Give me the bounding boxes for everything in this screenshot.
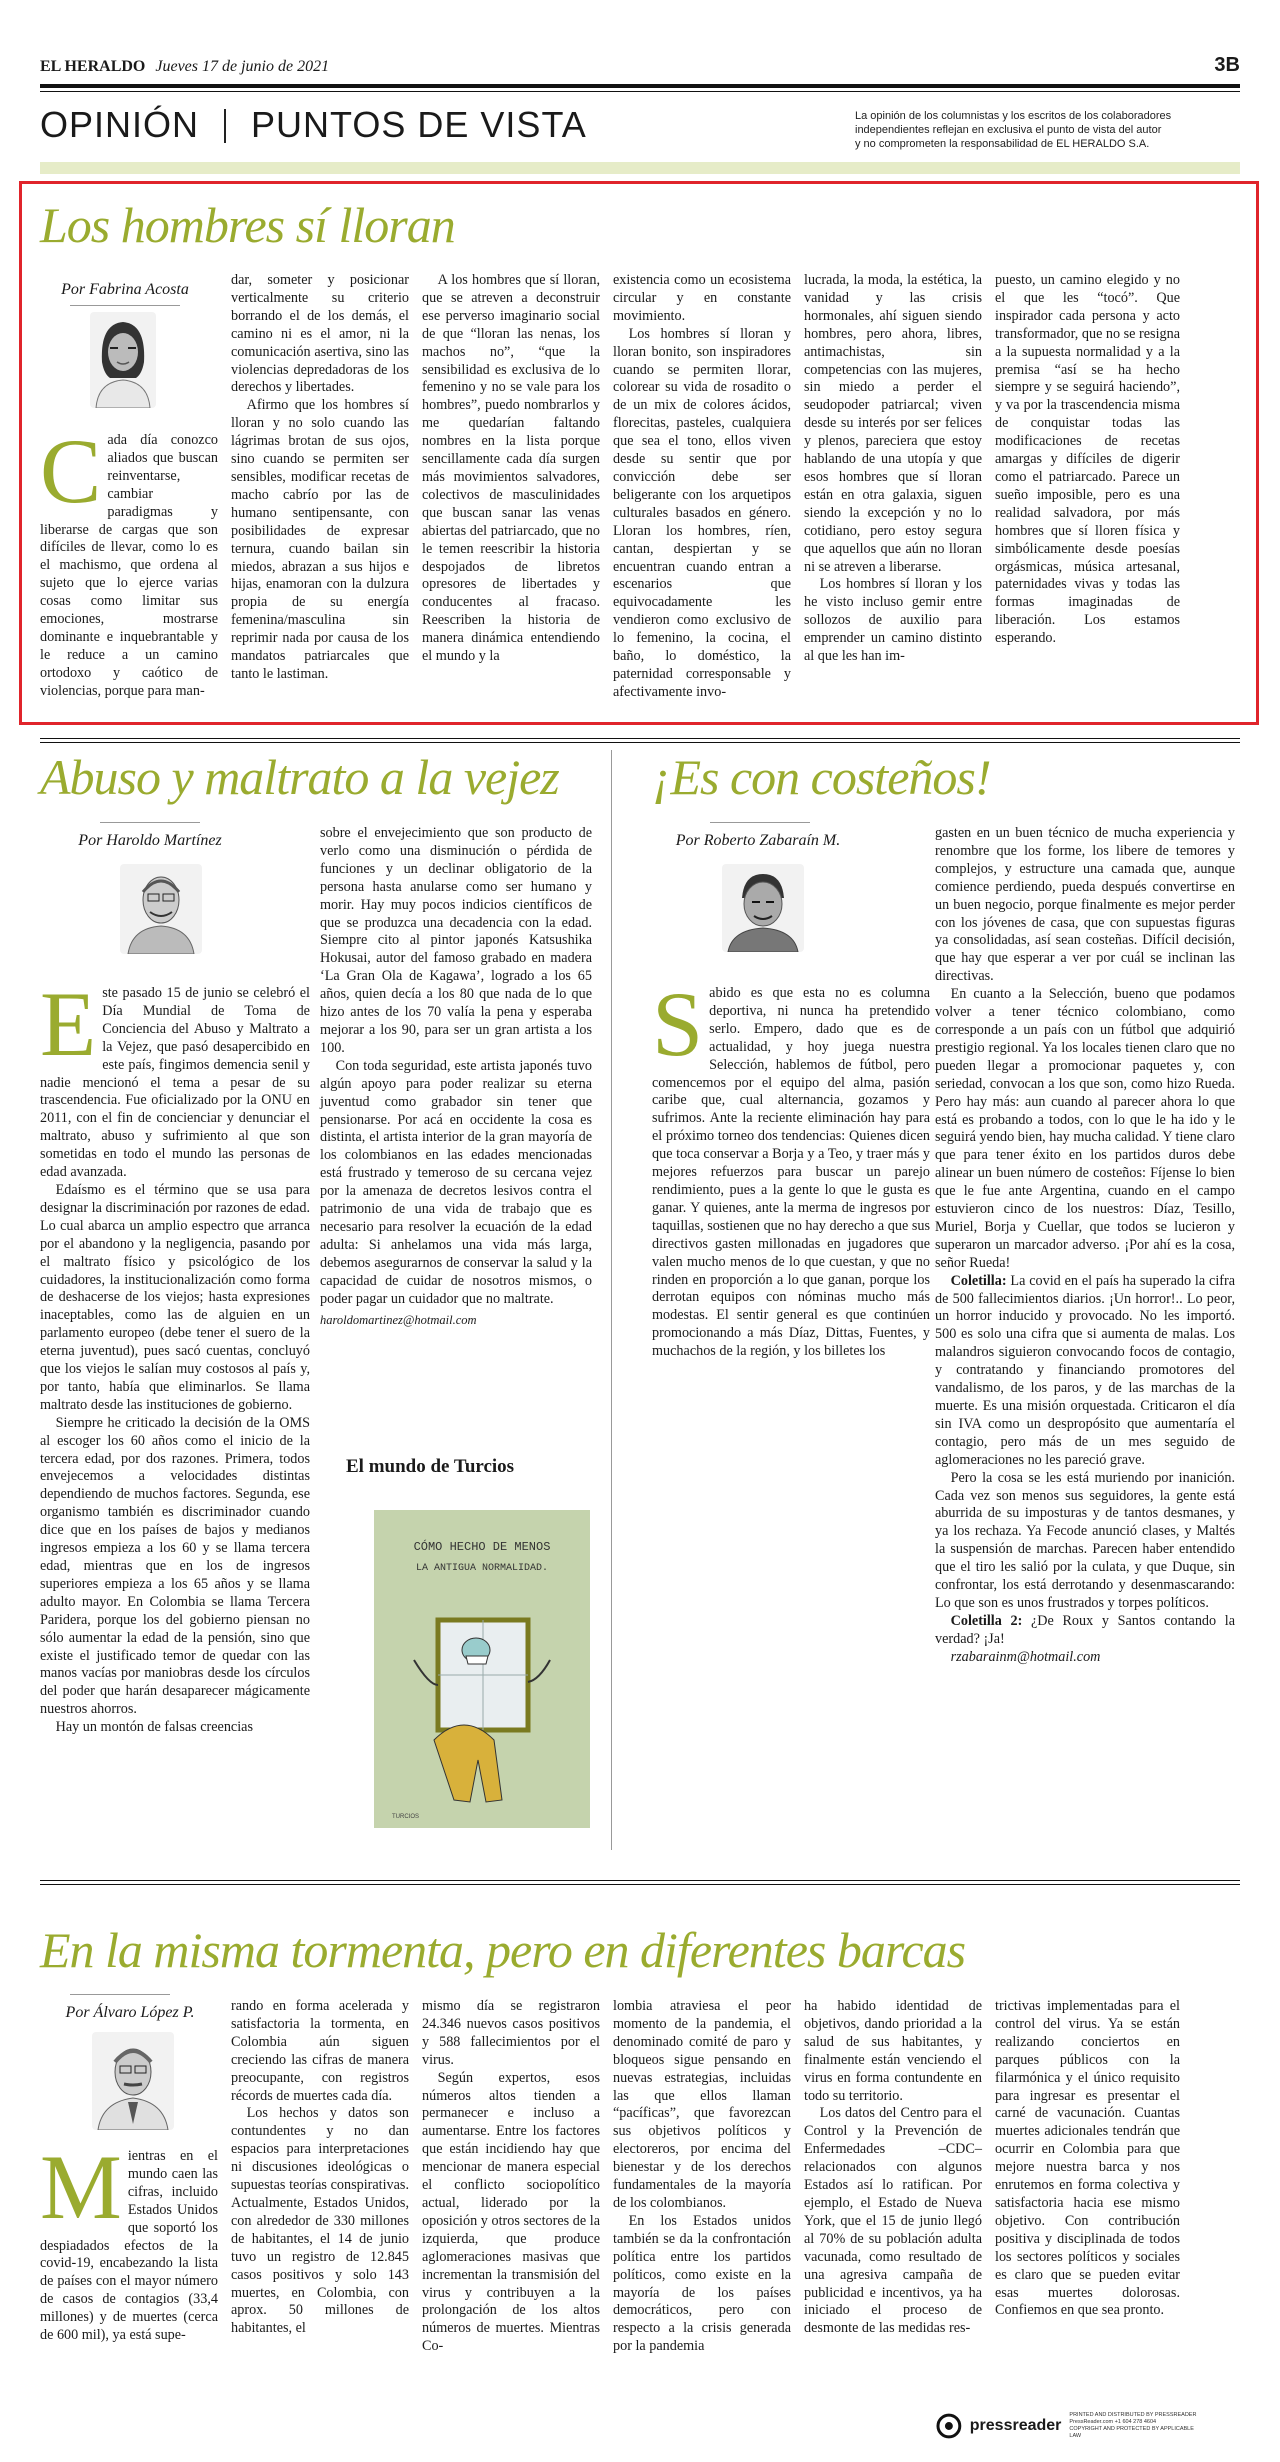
cartoon-text-2: LA ANTIGUA NORMALIDAD. <box>415 1563 549 1574</box>
article4-col6 <box>995 1998 1180 2320</box>
paragraph: lucrada, la moda, la estética, la vanidad y las crisis hormonales, ahí siguen siendo hombres, pero ahora, libres, antimachistas, sin competencias con las mujeres, sin miedo a perder el seudopoder patriarcal; viven desde su interés por ser felices y plenos, pareciera que estoy hablando de una utopía y que esos hombres que sí lloran están en otra galaxia, siguen siendo la excepción y no lo cotidiano, pero estoy segura que aquellos que aún no lloran ni se atreven a liberarse. <box>804 272 982 575</box>
accent-bar <box>40 162 1240 174</box>
legal-line: PRINTED AND DISTRIBUTED BY PRESSREADER <box>1069 2412 1197 2418</box>
pressreader-logo-icon <box>936 2413 962 2439</box>
paragraph: dar, someter y posicionar verticalmente su criterio borrando el de los demás, el camino ni es el amor, ni la comunicación asertiva, sino las violencias depredadoras de los derechos y libertades. <box>231 272 409 396</box>
disclaimer-line: independientes reflejan en exclusiva el punto de vista del autor <box>855 124 1162 136</box>
coletilla-2-label: Coletilla 2: <box>950 1612 1023 1629</box>
column-divider <box>611 750 612 1850</box>
paragraph: ha habido identidad de objetivos, dando prioridad a la salud de sus habitantes, y finalmente están venciendo el virus en forma contundente en todo su territorio. <box>804 1998 982 2104</box>
cartoon <box>374 1510 590 1828</box>
pressreader-legal <box>1069 2412 1206 2440</box>
paragraph: ste pasado 15 de junio se celebró el Día Mundial de Toma de Conciencia del Abuso y Maltrato a la Vejez, que pasó desapercibido en este país, fingimos demencia senil y nadie mencionó el tema a pesar de su trascendencia. Fue oficializado por la ONU en 2011, con el fin de concienciar y denunciar el maltrato, abuso y sufrimiento al que son sometidas en todo el mundo las personas de edad avanzada. <box>40 985 310 1181</box>
masthead-rule <box>40 84 1240 88</box>
article4-col4 <box>613 1998 791 2356</box>
coletilla-label: Coletilla: <box>950 1272 1007 1289</box>
article4-col1 <box>40 2136 218 2345</box>
pressreader-footer[interactable] <box>936 2408 1206 2444</box>
article1-byline: Por Fabrina Acosta <box>61 281 189 298</box>
paragraph: La covid en el país ha superado la cifra de 500 fallecimientos diarios. ¡Un horror!.. Lo peor, un horror inducido y provocado. No les importó. 500 es solo una cifra que si aumenta de malas. Los malandros siguieron convocando focos de contagio, y contratando y financiando promotores del vandalismo, de los paros, y de las marchas de la muerte. Es una misión orquestada. Criticaron el día sin IVA como un despropósito que aumentaría el contagio, pero más de un mes seguido de aglomeraciones no les pareció grave. <box>935 1272 1236 1468</box>
drop-cap: S <box>652 973 704 1075</box>
byline-rule <box>100 822 200 823</box>
paragraph: Pero la cosa se les está muriendo por inanición. Cada vez son menos sus seguidores, la gente está aburrida de su imposturas y de tantos desmanes, y ya los rechaza. Ya Fecode anunció clases, y Maltés la suspensión de marchas. Parecen haber entendido que el tiro les salió por la culata, y que Duque, sin confrontar, los está derrotando y desenmascarando: Lo que son es unos frustrados y torpes políticos. <box>935 1469 1235 1611</box>
paper-name: EL HERALDO <box>40 58 146 75</box>
article3-col2 <box>935 825 1235 1667</box>
paragraph: A los hombres que sí lloran, que se atreven a deconstruir ese perverso imaginario social de que “lloran las nenas, los machos no”, “que la sensibilidad es exclusiva de lo femenino y no se vale para los hombres”, puedo nombrarlos y me quedarían faltando nombres en la lista porque sencillamente cada día surgen más movimientos salvadores, colectivos de masculinidades que buscan sanar las venas abiertas del patriarcado, que no le temen reescribir la historia despojados de libretos opresores de libertades y conducentes al fracaso. Reescriben la historia de manera dinámica entendiendo el mundo y la <box>422 272 600 665</box>
disclaimer-line: y no comprometen la responsabilidad de EL HERALDO S.A. <box>855 138 1150 150</box>
article3-headline: ¡Es con costeños! <box>652 749 991 805</box>
article4-col3 <box>422 1998 600 2356</box>
article1-col3 <box>422 272 600 666</box>
paragraph: gasten en un buen técnico de mucha experiencia y renombre que los forme, los libere de temores y complejos, y estructure una camada que, aunque comience perdiendo, pueda después convertirse en un buen negocio, porque finalmente es mejor perder con los jóvenes de casa, que con supuestas figuras ya consolidadas, así sean costeñas. Difícil decisión, que hay que esperar a ver por cuál se inclinan las directivas. <box>935 825 1235 985</box>
section-rule <box>40 1884 1240 1885</box>
paragraph: Siempre he criticado la decisión de la OMS al escoger los 60 años como el inicio de la tercera edad, por dos razones. Primera, todos envejecemos a velocidades distintas dependiendo de muchos factores. Segunda, ese organismo también es discriminador cuando dice que en los países de bajos y medianos ingresos empieza a los 60 y se llama tercera edad, mientras que en los de ingresos superiores empieza a los 65 años y se llama adulto mayor. En Colombia se llama Tercera Paridera, porque los del gobierno piensan no sólo aumentar la edad de la pensión, sino que existe el justificado temor de quedar con las manos vacías por maniobras desde los círculos del poder que harán desaparecer mágicamente nuestros ahorros. <box>40 1414 310 1718</box>
issue-date: Jueves 17 de junio de 2021 <box>155 58 330 75</box>
paragraph: rando en forma acelerada y satisfactoria la tormenta, en Colombia aún siguen creciendo las cifras de manera preocupante, con registros récords de muertes cada día. <box>231 1998 409 2104</box>
drop-cap: M <box>40 2136 122 2238</box>
article1-headline: Los hombres sí lloran <box>40 197 455 253</box>
pressreader-brand: pressreader <box>969 2417 1062 2434</box>
paragraph: Los hombres sí lloran y lloran bonito, son inspiradores cuando se permiten llorar, colorear su vida de rosadito o de un mix de colores ácidos, florecitas, pasteles, cualquiera que sea el tono, ellos viven desde su sentir que por convicción debe ser beligerante con los arquetipos culturales basados en género. Lloran los hombres, ríen, cantan, despiertan y se encuentran cuando entran a escenarios que equivocadamente les vendieron como exclusivo de lo femenino, la cocina, el baño, lo doméstico, la paternidad corresponsable y afectivamente invo- <box>613 325 791 700</box>
section-divider <box>224 109 226 143</box>
paragraph: En los Estados unidos también se da la confrontación política entre los partidos políticos, como existe en la mayoría de los países democráticos, pero con respecto a la crisis generada por la pandemia <box>613 2212 791 2355</box>
disclaimer-line: La opinión de los columnistas y los escritos de los colaboradores <box>855 110 1172 122</box>
article1-col2 <box>231 272 409 684</box>
paragraph: Hay un montón de falsas creencias <box>55 1719 253 1736</box>
paragraph: ¿De Roux y Santos contando la verdad? ¡Ja! <box>935 1612 1235 1647</box>
byline-rule <box>70 305 180 306</box>
cartoon-text-1: CÓMO HECHO DE MENOS <box>413 1540 551 1554</box>
paragraph: Los datos del Centro para el Control y la Prevención de Enfermedades –CDC– relacionados con algunos Estados así lo ratifican. Por ejemplo, el Estado de Nueva York, que el 15 de junio llegó al 70% de su población adulta vacunada, como resultado de una agresiva campaña de publicidad e incentivos, ya ha iniciado el proceso de desmonte de las medidas res- <box>804 2105 982 2337</box>
section-rule <box>40 738 1240 739</box>
article1-col5 <box>804 272 982 666</box>
article1-col6 <box>995 272 1180 648</box>
masthead <box>40 58 329 76</box>
article4-col2 <box>231 1998 409 2338</box>
article4-byline: Por Álvaro López P. <box>65 2004 195 2021</box>
article2-col2 <box>320 825 592 1330</box>
paragraph: Edaísmo es el término que se usa para designar la discriminación por razones de edad. Lo cual abarca un amplio espectro que arranca por el abandono y la negligencia, pasando por el maltrato físico y psicológico de los cuidadores, la institucionalización como forma de deshacerse de los viejos; hasta expresiones inaceptables, como las de alguien en un parlamento europeo (debe tener el suero de la eterna juventud), pues sacó cuentas, concluyó que los viejos le salían muy costosos al país y, por tanto, había que eliminarlos. Se llama maltrato desde las instituciones de gobierno. <box>40 1181 310 1413</box>
article2-byline: Por Haroldo Martínez <box>78 832 222 849</box>
article2-headline: Abuso y maltrato a la vejez <box>40 749 559 805</box>
paragraph: En cuanto a la Selección, bueno que podamos volver a tener técnico colombiano, como corresponde a un país con un fútbol que adquirió prestigio regional. Ya los locales tienen claro que no pueden llegar a promocionar paquetes y, con seriedad, convocan a los que son, como hizo Rueda. Pero hay más: aun cuando al parecer ahora lo que está es probando a todos, con lo que le ha ido y le seguirá yendo bien, hay mucha calidad. Y tiene claro que para tener éxito en los partidos duros debe alinear un buen número de costeños: Fíjense lo bien que le fue ante Argentina, cuando en el campo estuvieron cinco de los nuestros: Díaz, Tesillo, Muriel, Borja y Cuellar, que todos se lucieron y superaron un marcador adverso. ¡Por ahí es la cosa, señor Rueda! <box>935 986 1235 1271</box>
cartoon-signature: TURCIOS <box>392 1814 419 1820</box>
byline-rule <box>710 822 810 823</box>
article2-email[interactable]: haroldomartinez@hotmail.com <box>320 1313 477 1328</box>
drop-cap: E <box>40 973 97 1075</box>
paragraph: ada día conozco aliados que buscan reinventarse, cambiar paradigmas y liberarse de cargas que son difíciles de llevar, como lo es el machismo, que ordena al sujeto que lo ejerce varias cosas como limitar sus emociones, mostrarse dominante e inquebrantable y le reduce a un camino ortodoxo y caótico de violencias, porque para man- <box>40 432 218 699</box>
paragraph: Con toda seguridad, este artista japonés tuvo algún apoyo para poder realizar su eterna juventud como grabador sin tener que pensionarse. Por acá en occidente la cosa es distinta, el artista interior de la gran mayoría de los colombianos en las edades mencionadas está frustrado y temeroso de su cercana vejez por la amenaza de decretos lesivos contra el patrimonio de una vida de trabajo que es necesario para resolver la ecuación de la edad adulta: Si anhelamos una vida más larga, debemos asegurarnos de conservar la salud y la capacidad de cuidar de nosotros mismos, o poder pagar un cuidador que no maltrate. <box>320 1057 592 1307</box>
author-photo-martinez <box>120 864 202 954</box>
disclaimer <box>855 109 1245 151</box>
article3-byline: Por Roberto Zabaraín M. <box>675 832 841 849</box>
article3-email[interactable]: rzabarainm@hotmail.com <box>950 1648 1101 1665</box>
cartoon-caption: El mundo de Turcios <box>346 1456 515 1477</box>
article1-col4 <box>613 272 791 702</box>
paragraph: Afirmo que los hombres sí lloran y no solo cuando las lágrimas brotan de sus ojos, sino cuando se permiten ser sensibles, modificar recetas de macho cabrío por las de humano sentipensante, con posibilidades de expresar ternura, cuando bailan sin miedos, abrazan a sus hijos e hijas, enamoran con la dulzura propia de su energía femenina/masculina sin reprimir nada por causa de los mandatos patriarcales que tanto le lastiman. <box>231 397 409 682</box>
drop-cap: C <box>40 420 102 522</box>
masthead-rule-thin <box>40 91 1240 92</box>
article4-col5 <box>804 1998 982 2338</box>
paragraph: ientras en el mundo caen las cifras, incluido Estados Unidos que soportó los despiadados efectos de la covid-19, encabezando la lista de países con el mayor número de casos de contagios (33,4 millones) y de muertes (cerca de 600 mil), ya está supe- <box>40 2148 218 2344</box>
article3-col1 <box>652 973 930 1361</box>
paragraph: trictivas implementadas para el control del virus. Ya se están realizando conciertos en parques públicos con la filarmónica y el único requisito para ingresar es presentar el carné de vacunación. Cuantas muertes adicionales tendrán que ocurrir en Colombia para que mejore nuestra barca y nos enrutemos en forma colectiva y satisfactoria hacia ese mismo objetivo. Con contribución positiva y disciplinada de todos los sectores políticos y sociales es claro que se pueden evitar esas muertes dolorosas. Confiemos en que sea pronto. <box>995 1998 1180 2319</box>
paragraph: sobre el envejecimiento que son producto de verlo como una disminución o pérdida de funciones y un declinar obligatorio de la persona hasta anularse como ser humano y morir. Hay muy pocos indicios científicos de que se produzca una decadencia con la edad. Siempre cito al pintor japonés Katsushika Hokusai, autor del famoso grabado en madera ‘La Gran Ola de Kagawa’, logrado a los 65 años, quien decía a los 80 que nada de lo que hizo antes de los 70 valía la pena y esperaba mejorar a los 90, para ser un gran artista a los 100. <box>320 825 592 1056</box>
paragraph: Los hombres sí lloran y los he visto incluso gemir entre sollozos de auxilio para emprender un camino distinto al que les han im- <box>804 576 982 665</box>
byline-rule <box>70 1994 170 1995</box>
paragraph: existencia como un ecosistema circular y en constante movimiento. <box>613 272 791 324</box>
paragraph: abido es que esta no es columna deportiva, ni nunca ha pretendido serlo. Empero, dado que es de actualidad, y hoy juega nuestra Selección, hablemos de fútbol, pero comencemos por el equipo del alma, pasión caribe que, cual alternancia, gozamos y sufrimos. Ante la reciente eliminación hay para el próximo torneo dos tendencias: Quienes dicen que toca conservar a Borja y a Teo, y traer más y mejores refuerzos para buscar un parejo rendimiento, pues a la gente lo que le gusta es ganar. Y quienes, ante la merma de ingresos por taquillas, sostienen que no hay derecho a que sus directivos gasten millonadas en jugadores que valen mucho menos de lo que cuestan, y que no rinden en proporción a lo que ganan, porque los derrotan equipos con nóminas mucho más modestas. El sentir general es que continúen promocionando a más Díaz, Dittas, Fuentes, y muchachos de la región, y los billetes los <box>652 985 930 1360</box>
legal-line: PressReader.com +1 604 278 4604 <box>1069 2419 1157 2425</box>
article1-col1 <box>40 420 218 701</box>
page-number: 3B <box>1214 54 1240 76</box>
paragraph: lombia atraviesa el peor momento de la pandemia, el denominado comité de paro y bloqueos sigue pensando en nuevas estrategias, incluidas las que ellos llaman “pacíficas”, que favorezcan sus objetivos políticos y electoreros, por encima del bienestar y de los derechos fundamentales de la mayoría de los colombianos. <box>613 1998 791 2211</box>
section-title <box>40 104 587 146</box>
author-photo-acosta <box>90 312 156 408</box>
author-photo-lopez <box>92 2032 174 2130</box>
section-right: PUNTOS DE VISTA <box>251 104 587 145</box>
paragraph: Según expertos, esos números altos tienden a permanecer e incluso a aumentarse. Entre los factores que están incidiendo hay que mencionar de manera especial el conflicto sociopolítico actual, liderado por la oposición y otros sectores de la izquierda, que produce aglomeraciones masivas que incrementan la transmisión del virus y contribuyen a la prolongación de los altos números de muertes. Mientras Co- <box>422 2069 600 2355</box>
legal-line: COPYRIGHT AND PROTECTED BY APPLICABLE LAW <box>1069 2426 1194 2439</box>
paragraph: Los hechos y datos son contundentes y no dan espacios para interpretaciones ni discusiones ideológicas o supuestas teorías conspirativas. Actualmente, Estados Unidos, con alrededor de 330 millones de habitantes, el 14 de junio tuvo un registro de 12.845 casos positivos y solo 143 muertes, en Colombia, con aprox. 50 millones de habitantes, el <box>231 2105 409 2337</box>
section-left: OPINIÓN <box>40 104 200 145</box>
paragraph: mismo día se registraron 24.346 nuevos casos positivos y 588 fallecimientos por el virus. <box>422 1998 600 2068</box>
author-photo-zabarain <box>722 864 804 952</box>
article4-headline: En la misma tormenta, pero en diferentes barcas <box>40 1922 966 1978</box>
section-rule <box>40 742 1240 743</box>
article2-col1 <box>40 973 310 1737</box>
section-rule <box>40 1880 1240 1881</box>
paragraph: puesto, un camino elegido y no el que les “tocó”. Que inspirador cada persona y acto transformador, que no se resigna a la supuesta normalidad y a la premisa “así se ha hecho siempre y se seguirá haciendo”, y va por la trascendencia misma de conquistar todas las modificaciones de recetas amargas y difíciles de digerir como el patriarcado. Parece un sueño imposible, pero es una realidad salvadora, por más hombres que sí lloren física y simbólicamente desde poesías orgásmicas, música artesanal, paternidades vivas y todas las formas imaginadas de liberación. Los estamos esperando. <box>995 272 1180 647</box>
